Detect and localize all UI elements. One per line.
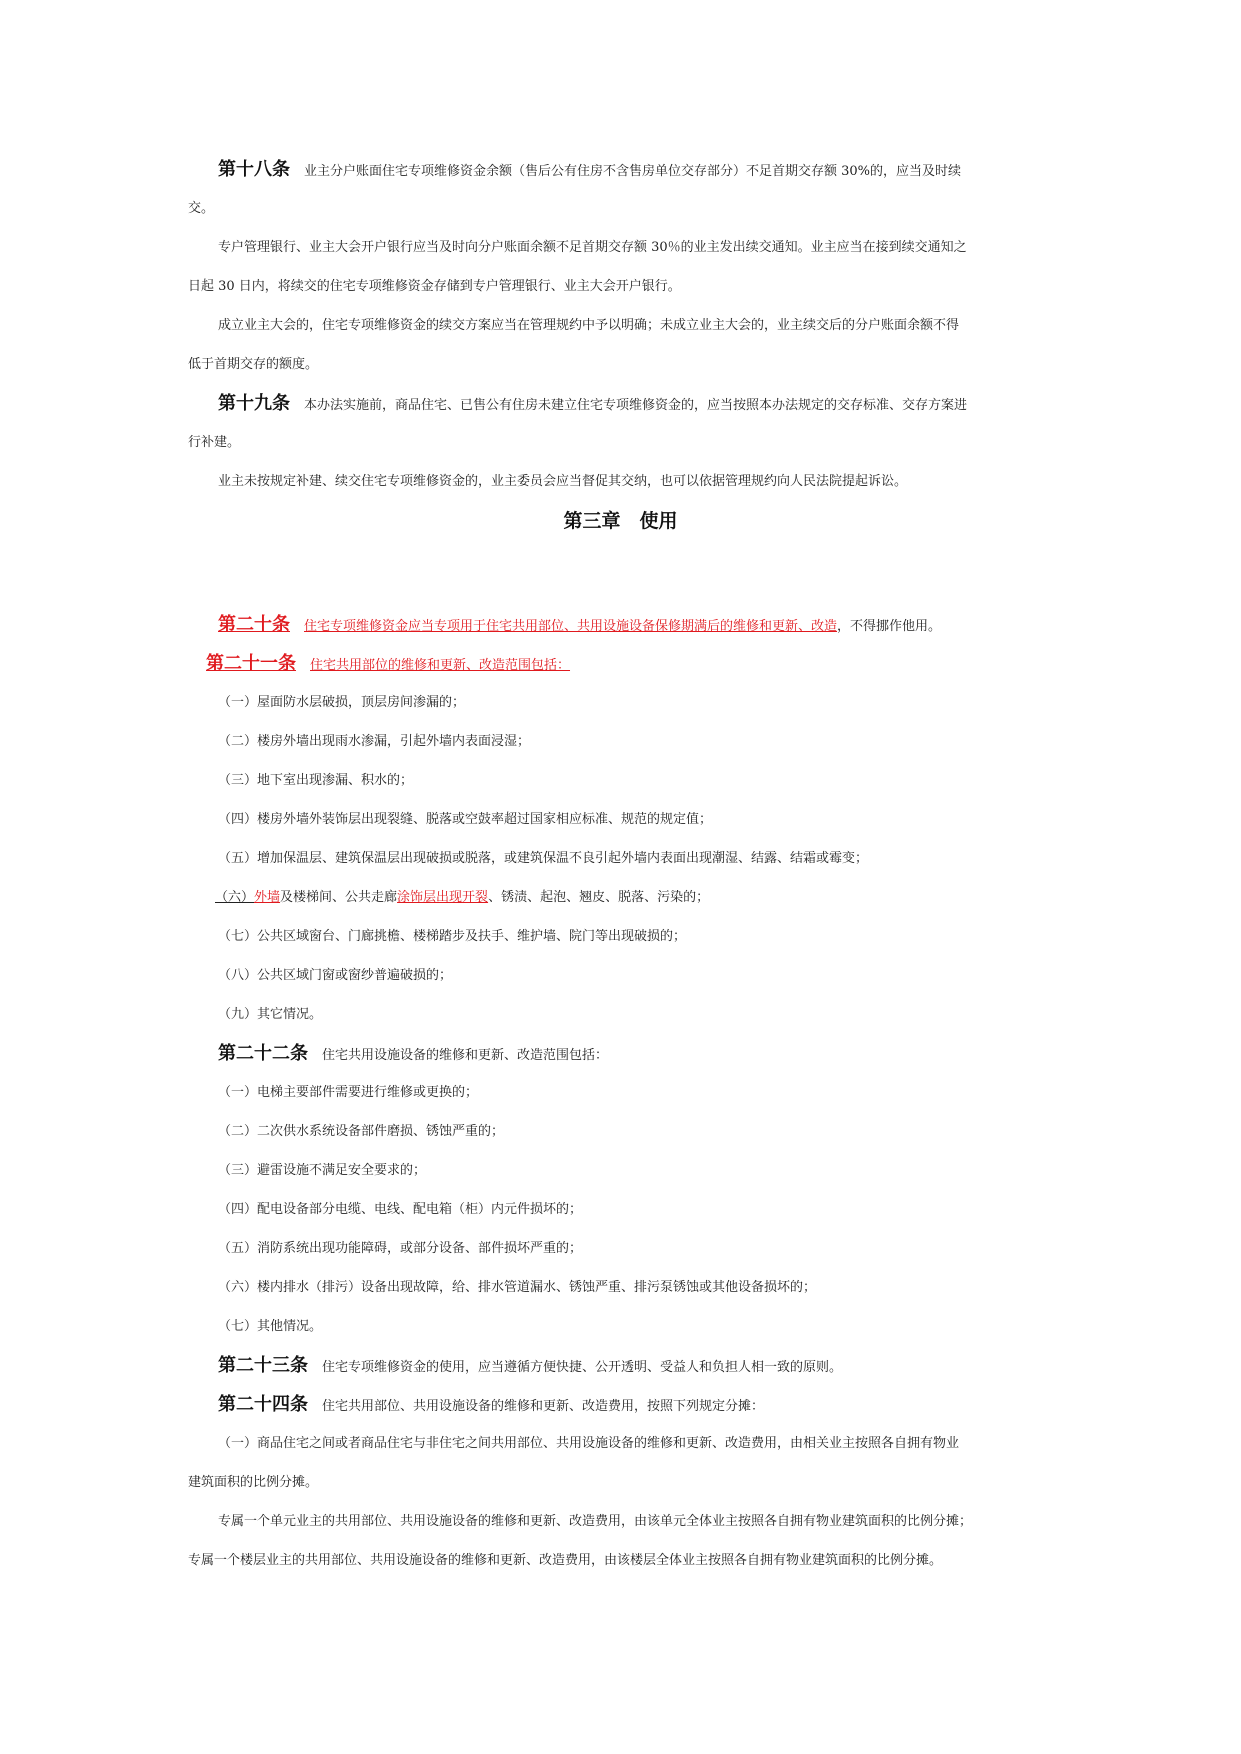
article-18-line-1 — [188, 150, 1088, 191]
article-24-label: 第二十四条 — [218, 1394, 308, 1415]
article-24-para-1-line-1: （一）商品住宅之间或者商品住宅与非住宅之间共用部位、共用设施设备的维修和更新、改造费用，由相关业主按照各自拥有物业 — [218, 1436, 960, 1451]
article-22-item-7: （七）其他情况。 — [218, 1319, 323, 1334]
article-23-text: 住宅专项维修资金的使用，应当遵循方便快捷、公开透明、受益人和负担人相一致的原则。 — [322, 1360, 843, 1375]
article-22-item-6: （六）楼内排水（排污）设备出现故障，给、排水管道漏水、锈蚀严重、排污泵锈蚀或其他设备损坏的； — [218, 1280, 817, 1295]
article-18-text: 业主分户账面住宅专项维修资金余额（售后公有住房不含售房单位交存部分）不足首期交存额 30%的，应当及时续 — [304, 164, 962, 179]
article-21-item-5: （五）增加保温层、建筑保温层出现破损或脱落，或建筑保温不良引起外墙内表面出现潮湿、结露、结霜或霉变； — [218, 851, 869, 866]
article-18-label: 第十八条 — [218, 159, 290, 180]
article-21-item-6-prefix: （六） — [215, 890, 255, 905]
article-18-para-2-line-2: 日起 30 日内，将续交的住宅专项维修资金存储到专户管理银行、业主大会开户银行。 — [188, 279, 681, 294]
article-23 — [188, 1346, 1088, 1387]
article-21-item-1: （一）屋面防水层破损，顶层房间渗漏的； — [218, 695, 466, 710]
article-24-heading — [188, 1385, 1088, 1426]
article-21-item-9: （九）其它情况。 — [218, 1007, 323, 1022]
article-22-item-1: （一）电梯主要部件需要进行维修或更换的； — [218, 1085, 479, 1100]
article-23-label: 第二十三条 — [218, 1355, 308, 1376]
article-24-text: 住宅共用部位、共用设施设备的维修和更新、改造费用，按照下列规定分摊： — [322, 1399, 765, 1414]
article-21-item-3: （三）地下室出现渗漏、积水的； — [218, 773, 414, 788]
article-21-label: 第二十一条 — [206, 653, 296, 674]
article-22-item-2: （二）二次供水系统设备部件磨损、锈蚀严重的； — [218, 1124, 505, 1139]
article-21-item-6-red-2: 涂饰层出现开裂 — [397, 890, 489, 905]
article-21-underlined — [188, 653, 571, 674]
article-19-line-2: 行补建。 — [188, 435, 241, 450]
article-21-heading — [188, 644, 1058, 685]
article-21-item-6-mid: 及楼梯间、公共走廊 — [280, 890, 398, 905]
article-18-para-3-line-2: 低于首期交存的额度。 — [188, 357, 319, 372]
article-22-label: 第二十二条 — [218, 1043, 308, 1064]
article-19-line-1 — [188, 384, 1088, 425]
article-24-para-1-line-2: 建筑面积的比例分摊。 — [188, 1475, 319, 1490]
article-21-item-6 — [188, 878, 1085, 917]
article-20-text-red: 住宅专项维修资金应当专项用于住宅共用部位、共用设施设备保修期满后的维修和更新、改造 — [304, 619, 838, 634]
article-22-item-4: （四）配电设备部分电缆、电线、配电箱（柜）内元件损坏的； — [218, 1202, 583, 1217]
article-22-text: 住宅共用设施设备的维修和更新、改造范围包括： — [322, 1048, 609, 1063]
article-22-heading — [188, 1034, 1088, 1075]
article-21-item-6-red-1: 外墙 — [254, 890, 281, 905]
article-18-para-3-line-1: 成立业主大会的，住宅专项维修资金的续交方案应当在管理规约中予以明确；未成立业主大会的，业主续交后的分户账面余额不得 — [218, 318, 960, 333]
article-20-label-wrap — [188, 614, 304, 635]
article-21-text: 住宅共用部位的维修和更新、改造范围包括： — [310, 658, 571, 673]
article-21-item-6-rest: 、锈渍、起泡、翘皮、脱落、污染的； — [488, 890, 710, 905]
article-20 — [188, 605, 1058, 646]
chapter-heading: 第三章 使用 — [563, 510, 678, 532]
article-24-para-2-line-1: 专属一个单元业主的共用部位、共用设施设备的维修和更新、改造费用，由该单元全体业主按照各自拥有物业建筑面积的比例分摊； — [218, 1514, 973, 1529]
article-21-item-7: （七）公共区域窗台、门廊挑檐、楼梯踏步及扶手、维护墙、院门等出现破损的； — [218, 929, 687, 944]
article-24-para-2-line-2: 专属一个楼层业主的共用部位、共用设施设备的维修和更新、改造费用，由该楼层全体业主按照各自拥有物业建筑面积的比例分摊。 — [188, 1553, 943, 1568]
article-21-item-8: （八）公共区域门窗或窗纱普遍破损的； — [218, 968, 453, 983]
article-18-para-2-line-1: 专户管理银行、业主大会开户银行应当及时向分户账面余额不足首期交存额 30％的业主发出续交通知。业主应当在接到续交通知之 — [218, 240, 967, 255]
article-22-item-5: （五）消防系统出现功能障碍，或部分设备、部件损坏严重的； — [218, 1241, 583, 1256]
article-21-item-2: （二）楼房外墙出现雨水渗漏，引起外墙内表面浸湿； — [218, 734, 531, 749]
article-21-item-4: （四）楼房外墙外装饰层出现裂缝、脱落或空鼓率超过国家相应标准、规范的规定值； — [218, 812, 713, 827]
article-19-label: 第十九条 — [218, 393, 290, 414]
article-19-para-2: 业主未按规定补建、续交住宅专项维修资金的，业主委员会应当督促其交纳，也可以依据管理规约向人民法院提起诉讼。 — [218, 474, 908, 489]
article-20-text: ，不得挪作他用。 — [837, 619, 942, 634]
article-22-item-3: （三）避雷设施不满足安全要求的； — [218, 1163, 427, 1178]
article-19-text: 本办法实施前，商品住宅、已售公有住房未建立住宅专项维修资金的，应当按照本办法规定的交存标准、交存方案进 — [304, 398, 968, 413]
article-18-line-2: 交。 — [188, 201, 215, 216]
article-20-label: 第二十条 — [218, 614, 290, 635]
